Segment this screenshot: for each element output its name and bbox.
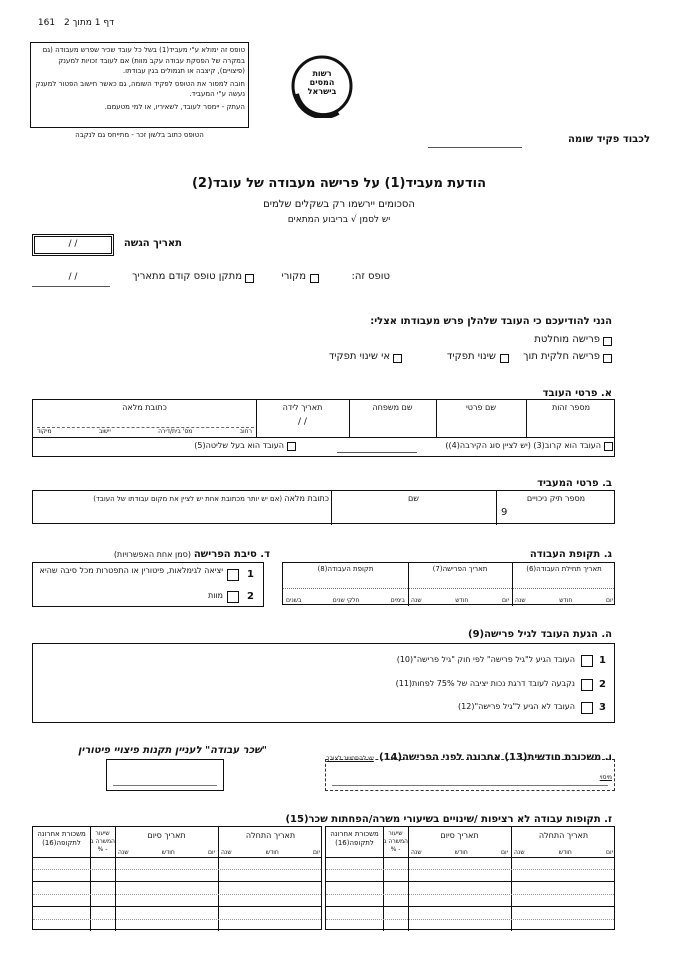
addr-city-label: יישוב — [98, 428, 111, 435]
age-option-3-number: 3 — [599, 702, 606, 713]
age-option-2-label: נקבעה לעובד דרגת נכות יציבה של 75% לפחות(11) — [395, 679, 575, 688]
logo-line-3: בישראל — [307, 87, 337, 96]
employer-address-note: (אם יש יותר מכתובת אחת יש לציין את מקום עבודתו של העובד) — [93, 495, 283, 503]
col-full-address: כתובת מלאה — [122, 403, 167, 412]
partial-retirement-checkbox[interactable] — [603, 354, 612, 363]
col-birth-date: תאריך לידה — [282, 403, 323, 412]
age-option-2-checkbox[interactable] — [581, 679, 593, 691]
z-left-col-start: תאריך התחלה — [245, 831, 296, 840]
gender-note: הטופס כתוב בלשון זכר - מתייחס גם לנקבה — [75, 131, 204, 139]
age-option-1-number: 1 — [599, 655, 606, 666]
age-option-1-label: העובד הגיע ל"גיל פרישה" לפי חוק "גיל פרישה"(10) — [396, 655, 575, 664]
reason-2-label: מוות — [207, 591, 223, 600]
section-g-title: ג. תקופת העבודה — [529, 549, 612, 560]
reason-1-number: 1 — [247, 569, 254, 580]
period-years-label: בשנים — [286, 597, 302, 604]
role-change-checkbox[interactable] — [500, 354, 509, 363]
period-partial-years-label: חלקי שנים — [332, 597, 360, 604]
work-period-table — [282, 562, 615, 605]
to-officer-label: לכבוד פקיד שומה — [568, 134, 650, 145]
z-right-col-start: תאריך התחלה — [538, 831, 589, 840]
form-type-label: טופס זה: — [351, 271, 390, 282]
col-employer-address: כתובת מלאה — [284, 494, 329, 503]
z-left-end-year: שנה — [118, 849, 129, 856]
monthly-salary-field[interactable] — [325, 759, 615, 791]
reason-2-number: 2 — [247, 591, 254, 602]
z-right-end-year: שנה — [411, 849, 422, 856]
z-left-end-month: חודש — [161, 849, 175, 856]
controlling-label: העובד הוא בעל שליטה(5) — [194, 441, 284, 450]
section-b-title: ב. פרטי המעביד — [537, 478, 612, 489]
section-v-note: יש להתחשב לצורך מיסוי — [326, 755, 612, 781]
z-right-end-month: חודש — [454, 849, 468, 856]
reason-1-label: יציאה לגימלאות, פיטורין או התפטרות מכל סיבה שהיא — [39, 566, 223, 575]
section-d-title: ד. סיבת הפרישה — [193, 549, 270, 560]
corrected-option-label: מתקן טופס קודם מתאריך — [132, 271, 242, 282]
col-last-name: שם משפחה — [372, 403, 413, 412]
notice-box — [30, 42, 249, 128]
z-right-col-rate: שיעור המשרה ב - % — [383, 830, 408, 853]
z-right-start-month: חודש — [558, 849, 572, 856]
original-checkbox[interactable] — [310, 274, 319, 283]
age-option-2-number: 2 — [599, 679, 606, 690]
addr-street-label: רחוב — [239, 428, 252, 435]
z-left-start-day: יום — [313, 849, 320, 856]
retire-month-label: חודש — [455, 597, 469, 604]
section-d-note: (סמן אחת האפשרויות) — [113, 550, 191, 559]
col-retire-date: תאריך הפרישה(7) — [432, 565, 488, 573]
start-year-label: שנה — [515, 597, 526, 604]
submit-date-slashes: / / — [68, 239, 78, 249]
section-z-title: ז. תקופות עבודה לא רציפות /שינויים בשיעורי משרה/הפחתות שכר(15) — [285, 814, 612, 825]
z-right-end-day: יום — [501, 849, 508, 856]
col-id-number: מספר זהות — [551, 403, 591, 412]
employee-details-table — [32, 399, 615, 457]
subtitle-mark-instruction: יש לסמן √ בריבוע המתאים — [287, 215, 391, 225]
addr-house-label: מס' בית/דירה — [158, 428, 193, 435]
wage-definition-label: "שכר עבודה" לעניין תקנות פיצויי פיטורין — [77, 745, 267, 756]
relative-checkbox[interactable] — [604, 442, 613, 451]
z-right-col-end: תאריך סיום — [440, 831, 479, 840]
partial-retirement-label: פרישה חלקית תוך — [523, 351, 600, 362]
z-right-start-day: יום — [606, 849, 613, 856]
relation-type-line[interactable] — [337, 452, 417, 453]
age-option-3-label: העובד לא הגיע ל"גיל פרישה"(12) — [458, 702, 575, 711]
submit-date-field[interactable] — [32, 234, 114, 256]
reason-1-checkbox[interactable] — [227, 569, 239, 581]
logo-line-1: רשות — [312, 69, 332, 78]
age-option-3-checkbox[interactable] — [581, 702, 593, 714]
relative-label: העובד הוא קרוב(3) (יש לציין סוג הקירבה(4)) — [445, 441, 601, 450]
z-right-col-salary: משכורת אחרונה לתקופה(16) — [330, 830, 379, 847]
no-role-change-label: אי שינוי תפקיד — [328, 351, 390, 362]
section-a-title: א. פרטי העובד — [542, 388, 612, 399]
z-left-start-month: חודש — [265, 849, 279, 856]
addr-zip-label: מיקוד — [37, 428, 52, 435]
z-left-col-end: תאריך סיום — [147, 831, 186, 840]
z-left-end-day: יום — [208, 849, 215, 856]
notice-paragraph-1: טופס זה ימולא ע"י מעביד(1) בשל כל עובד שכיר שפרש מעבודה (גם במקרה של הפסקת עבודה עקב מוות) אם לעובד זכויות למענק (פיצויים), קיצבה או תגמולים בגין עבודתו. — [42, 46, 245, 75]
subtitle-shekels: הסכומים יירשמו רק בשקלים שלמים — [263, 199, 415, 210]
col-employer-name: שם — [408, 494, 419, 503]
periods-table-right — [325, 826, 615, 930]
retire-day-label: יום — [502, 597, 509, 604]
notice-paragraph-2: חובה למסור את הטופס לפקיד השומה, גם כאשר חישוב הפטור למענק נעשה ע"י המעביד. — [35, 79, 245, 98]
retire-year-label: שנה — [411, 597, 422, 604]
col-deductions-file: מספר תיק ניכויים — [526, 494, 586, 503]
z-left-start-year: שנה — [221, 849, 232, 856]
start-month-label: חודש — [559, 597, 573, 604]
retirement-reason-box — [32, 562, 264, 607]
start-day-label: יום — [606, 597, 613, 604]
col-work-period: תקופת העבודה(8) — [317, 565, 374, 573]
full-retirement-label: פרישה מוחלטת — [534, 334, 600, 345]
wage-field[interactable] — [106, 759, 224, 791]
tax-authority-logo — [290, 54, 354, 118]
corrected-date-line[interactable] — [32, 286, 110, 287]
retirement-age-box — [32, 643, 615, 723]
z-left-col-salary: משכורת אחרונה לתקופה(16) — [37, 830, 86, 847]
notice-paragraph-3: העתק - יימסר לעובד, לשאיריו, או למי מטעמם. — [104, 102, 245, 111]
age-option-1-checkbox[interactable] — [581, 655, 593, 667]
submit-date-label: תאריך הגשה — [123, 238, 182, 249]
section-v-title: ו. משכורת חודשית(13) אחרונה לפני הפרישה(14) — [378, 752, 612, 763]
col-start-date: תאריך תחילת העבודה(6) — [526, 565, 602, 573]
form-title: הודעת מעביד(1) על פרישה מעבודה של עובד(2) — [191, 176, 487, 191]
full-retirement-checkbox[interactable] — [603, 337, 612, 346]
no-role-change-checkbox[interactable] — [393, 354, 402, 363]
page-counter — [24, 18, 114, 28]
section-h-title: ה. הגעת העובד לגיל פרישה(9) — [468, 629, 612, 640]
controlling-checkbox[interactable] — [287, 442, 296, 451]
z-right-start-year: שנה — [514, 849, 525, 856]
logo-line-2: המסים — [309, 78, 335, 87]
corrected-date-slashes: / / — [68, 272, 78, 282]
period-days-label: בימים — [390, 597, 405, 604]
file-prefix-digit: 9 — [501, 507, 508, 518]
z-left-col-rate: שיעור המשרה ב - % — [90, 830, 115, 853]
corrected-checkbox[interactable] — [245, 274, 254, 283]
employer-details-table — [32, 490, 615, 524]
page-number: 161 — [37, 18, 56, 28]
role-change-label: שינוי תפקיד — [446, 351, 496, 362]
periods-table-left — [32, 826, 322, 930]
reason-2-checkbox[interactable] — [227, 591, 239, 603]
birth-date-slashes: / / — [298, 417, 307, 427]
col-first-name: שם פרטי — [465, 403, 496, 412]
original-option-label: מקורי — [281, 271, 306, 282]
officer-name-line[interactable] — [428, 147, 522, 148]
page-of-label: דף 1 מתוך 2 — [63, 18, 114, 28]
intro-statement: הנני להודיעכם כי העובד שלהלן פרש מעבודתו אצלי: — [370, 316, 612, 327]
